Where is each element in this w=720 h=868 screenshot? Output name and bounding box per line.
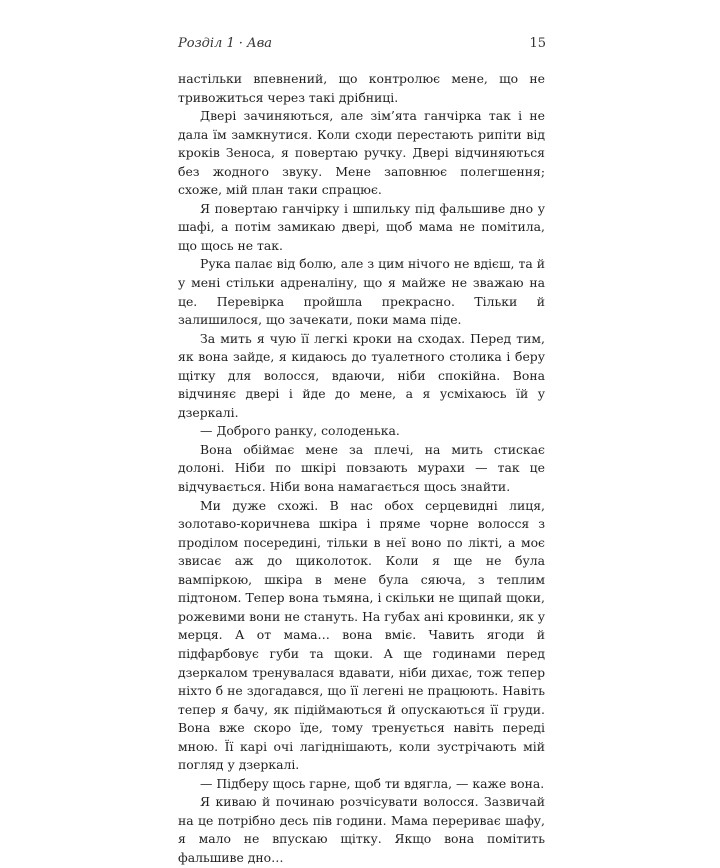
dialogue-line: — Підберу щось гарне, щоб ти вдягла, — каже вона. (200, 775, 545, 791)
dialogue-line: — Доброго ранку, солоденька. (200, 423, 400, 439)
chapter-label: Розділ 1 (178, 36, 235, 51)
paragraph: Вона обіймає мене за плечі, на мить стискає долоні. Ніби по шкірі повзають мурахи — так це відчувається. Ніби вона намагається щось знайти. (178, 441, 545, 495)
paragraph: Двері зачиняються, але зім’ята ганчірка так і не дала їм замкнутися. Коли сходи перестають рипіти від кроків Зеноса, я повертаю ручку. Двері відчиняються без жодного звуку. Мене заповнює полегшення; схоже, мій план таки спрацює. (178, 108, 545, 198)
running-header (178, 36, 546, 52)
paragraph: Ми дуже схожі. В нас обох серцевидні лиця, золотаво-коричнева шкіра і пряме чорне волосся з проділом посередині, тільки в неї воно по лікті, а моє звисає аж до щиколоток. Коли я ще не була вампіркою, шкіра в мене була сяюча, з теплим підтоном. Тепер вона тьмяна, і скільки не щипай щоки, рожевими вони не стануть. На губах ані кровинки, як у мерця. А от мама… вона вміє. Чавить ягоди й підфарбовує губи та щоки. А ще годинами перед дзеркалом тренувалася вдавати, ніби дихає, тож тепер ніхто б не здогадався, що її легені не працюють. Навіть тепер я бачу, як підіймаються й опускаються її груди. Вона вже скоро їде, тому тренується навіть переді мною. Її карі очі лагіднішають, коли зустрічають мій погляд у дзеркалі. (178, 497, 545, 773)
paragraph: За мить я чую її легкі кроки на сходах. Перед тим, як вона зайде, я кидаюсь до туалетного столика і беру щітку для волосся, вдаючи, ніби спокійна. Вона відчиняє двері і йде до мене, а я усміхаюсь їй у дзеркалі. (178, 330, 545, 420)
header-separator: · (238, 36, 243, 51)
paragraph: Я киваю й починаю розчісувати волосся. Зазвичай на це потрібно десь пів години. Мама перериває шафу, я мало не впускаю щітку. Якщо вона помітить фальшиве дно… (178, 794, 545, 865)
paragraph: настільки впевнений, що контролює мене, що не тривожиться через такі дрібниці. (178, 71, 545, 105)
paragraph: Рука палає від болю, але з цим нічого не вдієш, та й у мені стільки адреналіну, що я майже не зважаю на це. Перевірка пройшла прекрасно. Тільки й залишилося, що зачекати, поки мама піде. (178, 256, 545, 328)
paragraph: Я повертаю ганчірку і шпильку під фальшиве дно у шафі, а потім замикаю двері, щоб мама не помітила, що щось не так. (178, 200, 545, 253)
section-label: Ава (246, 36, 273, 51)
page-number: 15 (529, 36, 546, 51)
body-text (178, 70, 545, 868)
